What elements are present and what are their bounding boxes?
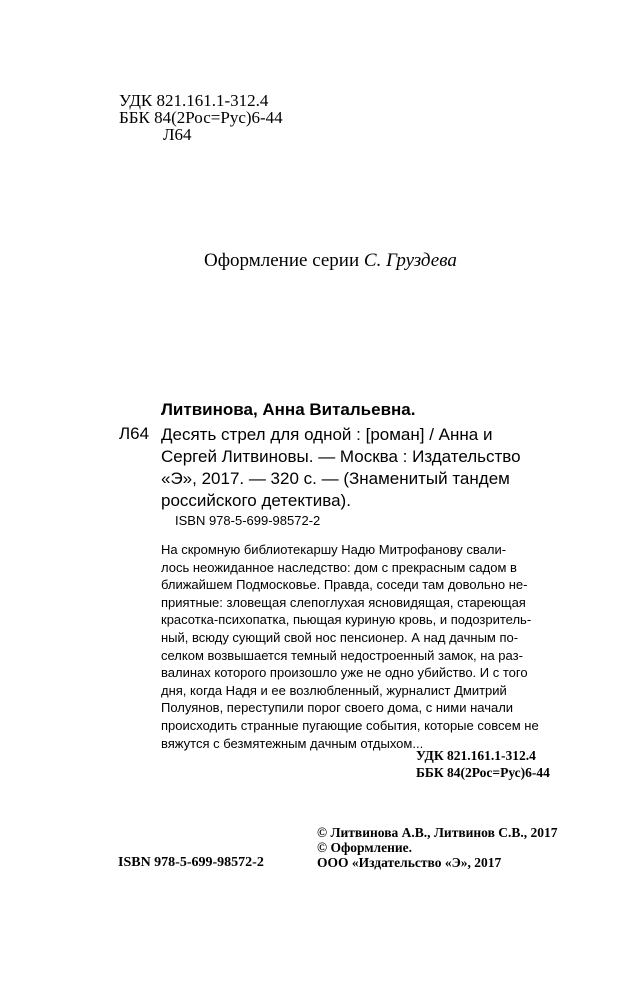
series-design-credit [204,250,457,272]
annotation-line: На скромную библиотекаршу Надю Митрофанову свали- [161,542,507,557]
series-designer-name: С. Груздева [363,250,457,271]
annotation-line: приятные: зловещая слепоглухая ясновидящая, стареющая [161,594,526,610]
catalog-author: Литвинова, Анна Витальевна. [161,400,416,419]
author-sign: Л64 [163,125,192,144]
series-design-label: Оформление серии [204,250,360,271]
bottom-classification-codes [416,747,550,781]
udk-code: УДК 821.161.1-312.4 [119,91,269,110]
annotation-line: валинах которого произошло уже не одно убийство. И с того [161,665,528,681]
copyright-line: © Оформление. [317,840,413,855]
catalog-author-sign: Л64 [119,424,150,443]
copyright-line: ООО «Издательство «Э», 2017 [317,855,502,870]
annotation-line: ный, всюду сующий свой нос пенсионер. А над дачным по- [161,629,519,645]
isbn-bold: ISBN 978-5-699-98572-2 [118,855,264,870]
annotation [161,541,553,752]
description-line: «Э», 2017. — 320 с. — (Знаменитый тандем [161,469,510,488]
catalog-isbn: ISBN 978-5-699-98572-2 [175,513,321,528]
annotation-line: ближайшем Подмосковье. Правда, соседи там довольно не- [161,577,528,593]
header-classification-codes [119,92,283,143]
annotation-line: происходить странные пугающие события, которые совсем не [161,717,539,733]
annotation-line: вяжутся с безмятежным дачным отдыхом... [161,735,424,751]
description-line: Сергей Литвиновы. — Москва : Издательство [161,447,521,466]
annotation-line: красотка-психопатка, пьющая куриную кровь, и подозритель- [161,612,532,628]
bottom-udk-code: УДК 821.161.1-312.4 [416,748,536,763]
annotation-line: дня, когда Надя и ее возлюбленный, журналист Дмитрий [161,682,507,698]
annotation-line: Полуянов, переступили порог своего дома, с ними начали [161,700,514,716]
description-line: Десять стрел для одной : [роман] / Анна и [161,425,493,444]
bottom-bbk-code: ББК 84(2Рос=Рус)6-44 [416,765,550,780]
copyright-block [317,825,558,870]
annotation-line: селком возвышается темный недостроенный замок, на раз- [161,647,523,663]
copyright-line: © Литвинова А.В., Литвинов С.В., 2017 [317,825,558,840]
description-line: российского детектива). [161,491,351,510]
annotation-line: лось неожиданное наследство: дом с прекрасным садом в [161,559,517,575]
bbk-code: ББК 84(2Рос=Рус)6-44 [119,108,283,127]
catalog-description [161,424,553,512]
